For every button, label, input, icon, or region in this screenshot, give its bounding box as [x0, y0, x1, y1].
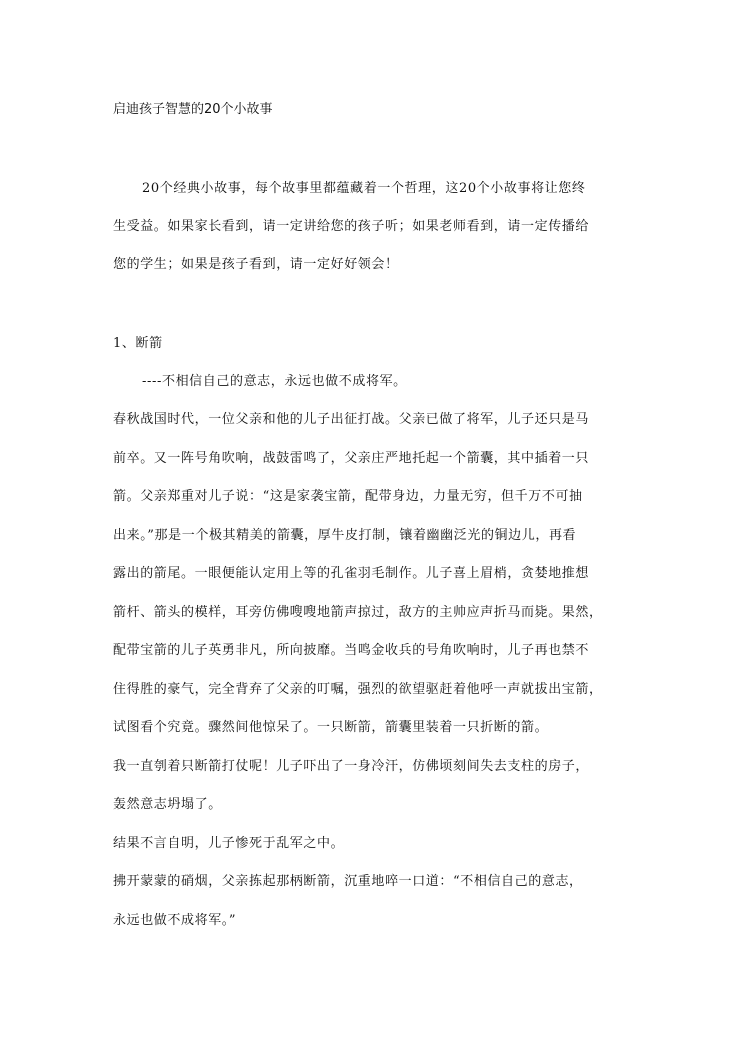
story-line: 试图看个究竟。骤然间他惊呆了。一只断箭，箭囊里装着一只折断的箭。 [113, 720, 549, 735]
story-line: 箭。父亲郑重对儿子说：“这是家袭宝箭，配带身边，力量无穷，但千万不可抽 [113, 489, 583, 504]
story-line: 轰然意志坍塌了。 [113, 797, 222, 812]
story-line: 永远也做不成将军。” [113, 913, 237, 928]
story-line: 住得胜的豪气，完全背弃了父亲的叮嘱，强烈的欲望驱赶着他呼一声就拔出宝箭， [113, 682, 603, 697]
story-line: 拂开蒙蒙的硝烟，父亲拣起那柄断箭，沉重地啐一口道：“不相信自己的意志， [113, 874, 583, 889]
intro-line: 20个经典小故事，每个故事里都蕴藏着一个哲理，这20个小故事将让您终 [142, 181, 586, 196]
story-line: 前卒。又一阵号角吹响，战鼓雷鸣了，父亲庄严地托起一个箭囊，其中插着一只 [113, 451, 590, 466]
story-line: 配带宝箭的儿子英勇非凡，所向披靡。当鸣金收兵的号角吹响时，儿子再也禁不 [113, 643, 590, 658]
story-line: 箭杆、箭头的模样，耳旁仿佛嗖嗖地箭声掠过，敌方的主帅应声折马而毙。果然， [113, 605, 603, 620]
story-heading: 1、断箭 [113, 336, 163, 351]
story-line: 我一直刳着只断箭打仗呢！儿子吓出了一身冷汗，仿佛顷刻间失去支柱的房子， [113, 759, 590, 774]
intro-line: 生受益。如果家长看到，请一定讲给您的孩子听；如果老师看到，请一定传播给 [113, 219, 590, 234]
story-line: 露出的箭尾。一眼便能认定用上等的孔雀羽毛制作。儿子喜上眉梢，贪婪地推想 [113, 566, 590, 581]
story-line: 春秋战国时代，一位父亲和他的儿子出征打战。父亲已做了将军，儿子还只是马 [113, 412, 590, 427]
story-moral: ----不相信自己的意志，永远也做不成将军。 [142, 374, 407, 389]
story-line: 结果不言自明，儿子惨死于乱军之中。 [113, 836, 345, 851]
intro-line: 您的学生；如果是孩子看到，请一定好好领会！ [113, 257, 399, 272]
story-line: 出来。”那是一个极其精美的箭囊，厚牛皮打制，镶着幽幽泛光的铜边儿，再看 [113, 528, 577, 543]
document-title: 启迪孩子智慧的20个小故事 [113, 102, 273, 117]
